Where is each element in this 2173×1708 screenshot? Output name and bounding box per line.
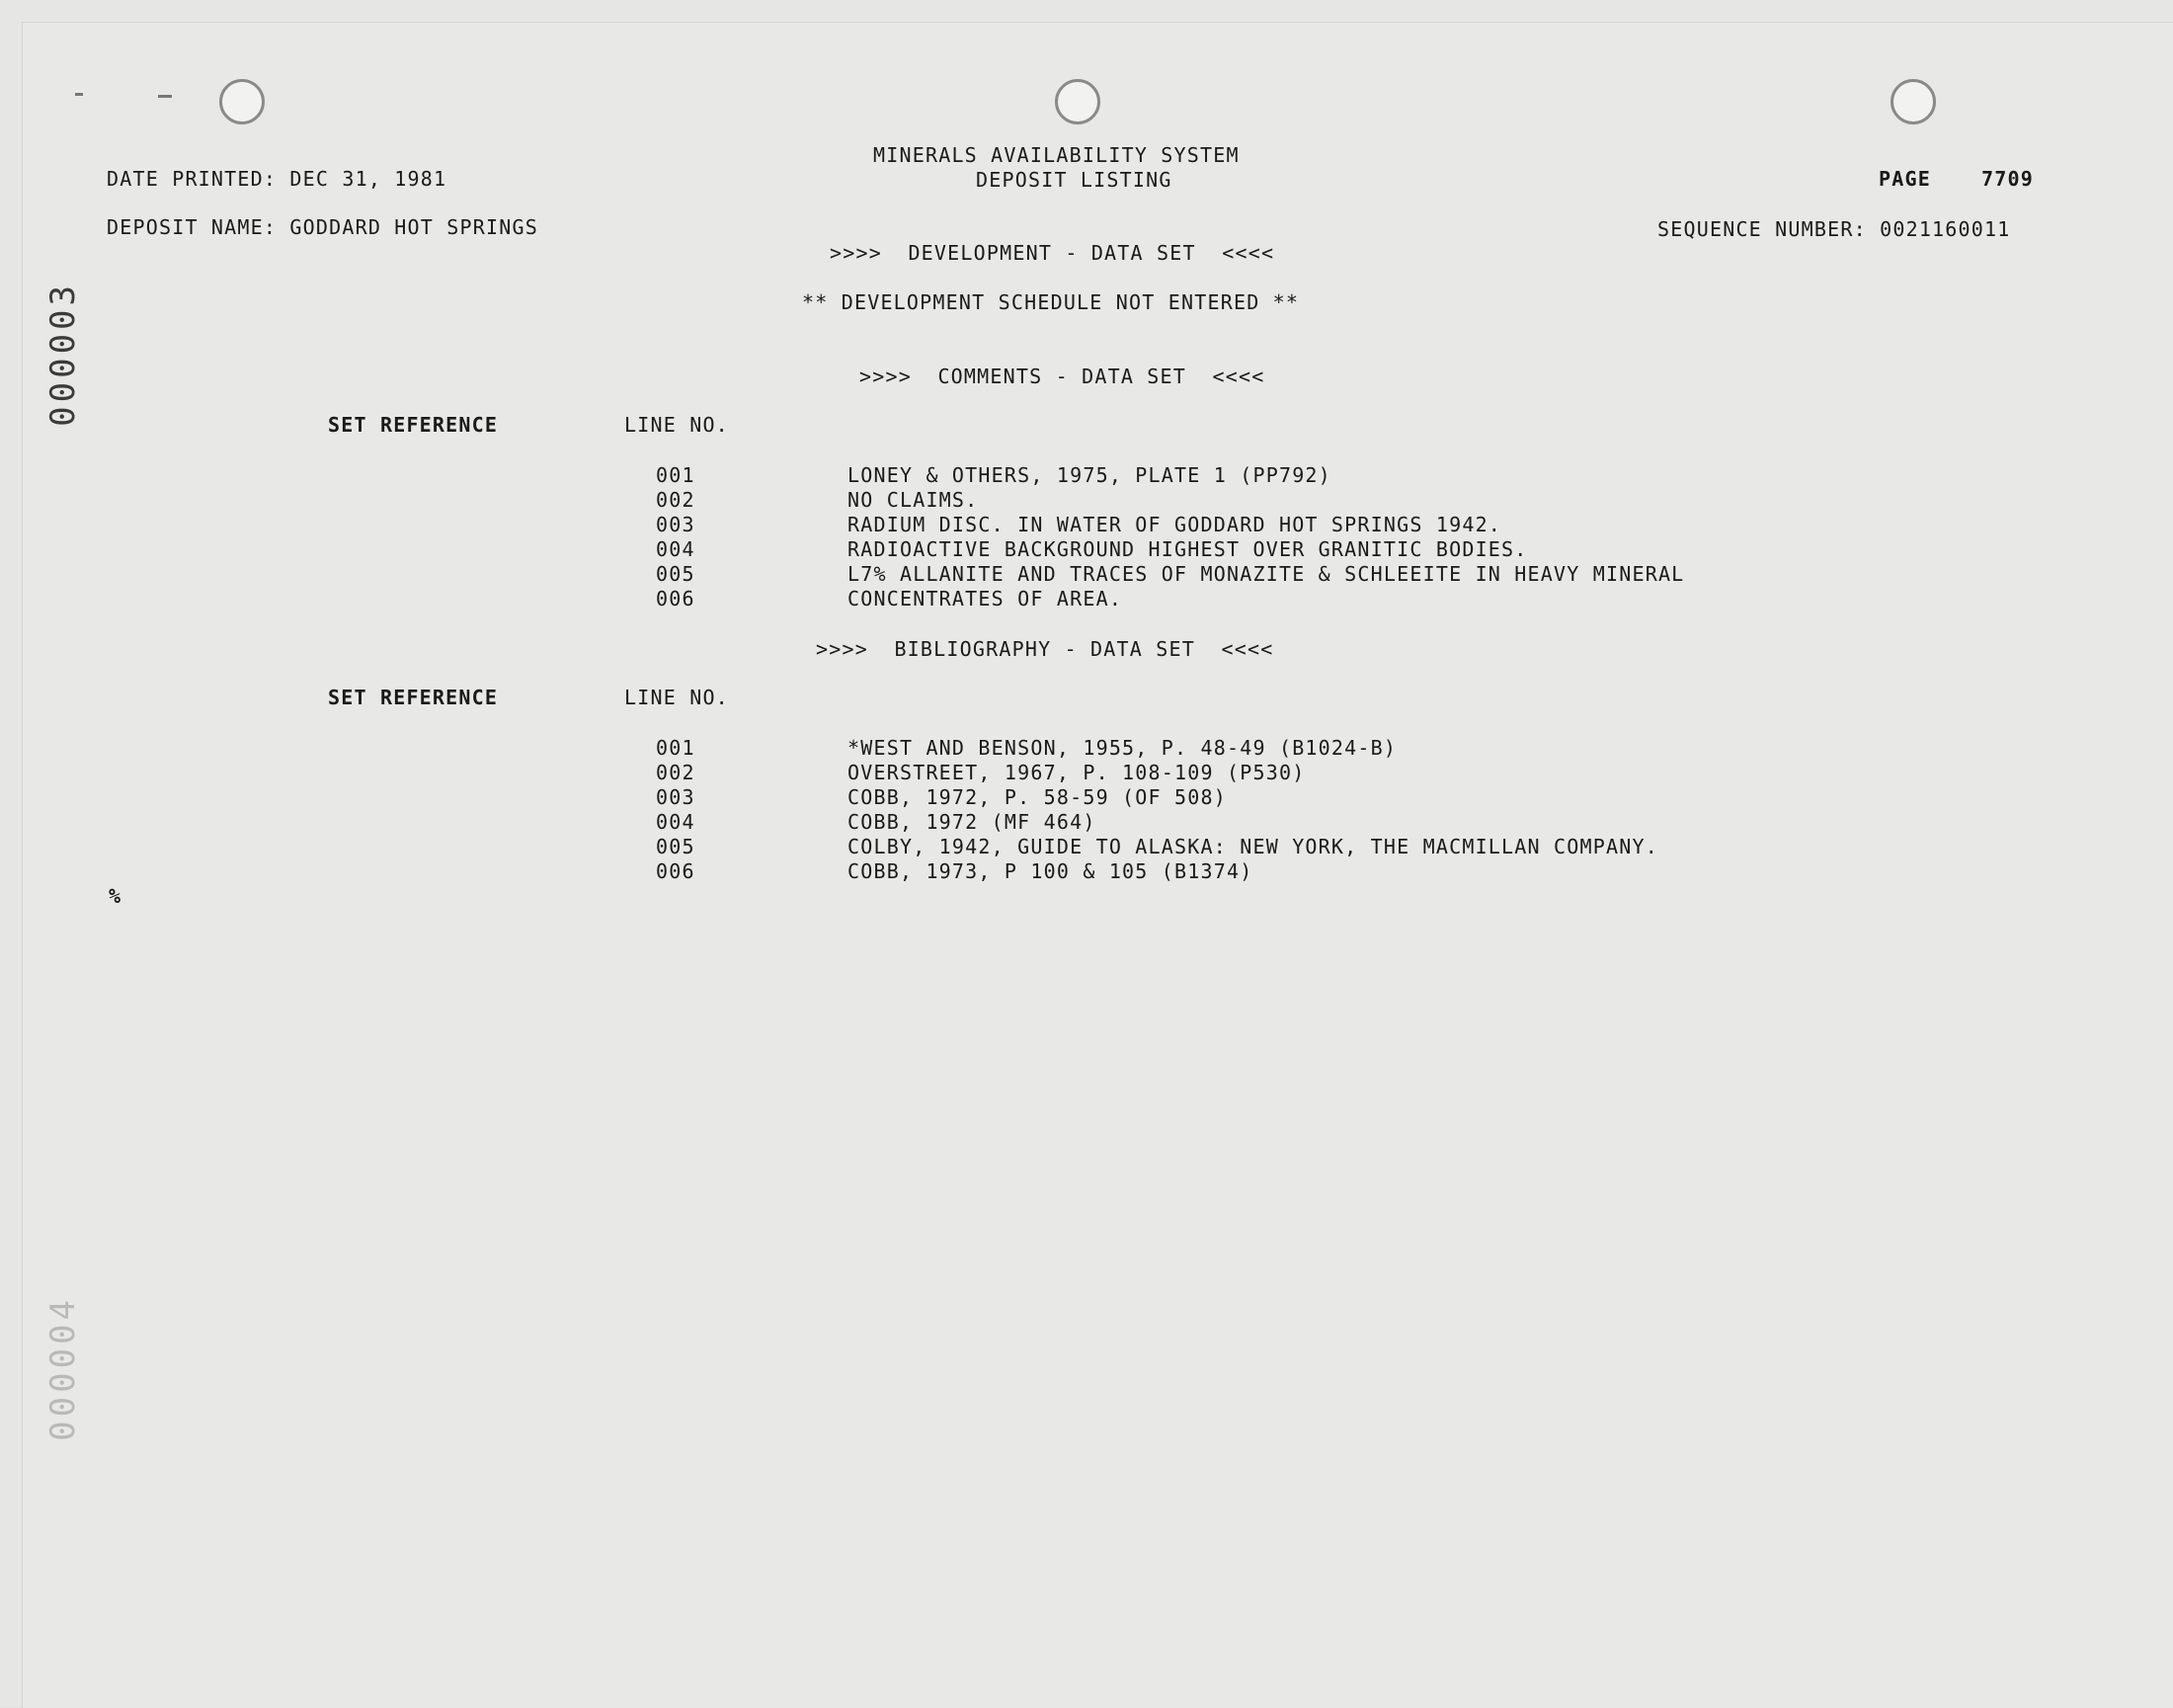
bibliography-line-text: OVERSTREET, 1967, P. 108-109 (P530) [847, 761, 1306, 784]
comments-col-line-no: LINE NO. [624, 413, 729, 437]
side-number-top: 000003 [43, 282, 83, 427]
bibliography-line-text: COBB, 1973, P 100 & 105 (B1374) [847, 859, 1253, 883]
punch-hole-left [219, 79, 265, 124]
development-note: ** DEVELOPMENT SCHEDULE NOT ENTERED ** [802, 290, 1300, 314]
comment-line-text: LONEY & OTHERS, 1975, PLATE 1 (PP792) [847, 463, 1331, 487]
comment-line-no: 003 [656, 513, 695, 536]
bibliography-line-no: 003 [656, 785, 695, 809]
bibliography-line-text: COBB, 1972 (MF 464) [847, 810, 1096, 834]
printer-mark [158, 95, 172, 98]
comments-heading: >>>> COMMENTS - DATA SET <<<< [859, 365, 1265, 388]
bibliography-line-text: *WEST AND BENSON, 1955, P. 48-49 (B1024-B) [847, 736, 1398, 760]
listing-title: DEPOSIT LISTING [976, 168, 1172, 192]
bibliography-col-set-reference: SET REFERENCE [328, 686, 499, 709]
comment-line-text: RADIOACTIVE BACKGROUND HIGHEST OVER GRANITIC BODIES. [847, 537, 1528, 561]
comment-line-text: RADIUM DISC. IN WATER OF GODDARD HOT SPRINGS 1942. [847, 513, 1502, 536]
comment-line-text: CONCENTRATES OF AREA. [847, 587, 1123, 610]
printer-mark [75, 93, 83, 96]
bibliography-line-no: 006 [656, 859, 695, 883]
page-number: 7709 [1981, 167, 2034, 191]
comment-line-no: 006 [656, 587, 695, 610]
development-heading: >>>> DEVELOPMENT - DATA SET <<<< [830, 241, 1275, 265]
bibliography-line-no: 001 [656, 736, 695, 760]
deposit-name: DEPOSIT NAME: GODDARD HOT SPRINGS [107, 215, 538, 239]
date-printed: DATE PRINTED: DEC 31, 1981 [107, 167, 447, 191]
comments-col-set-reference: SET REFERENCE [328, 413, 499, 437]
comment-line-text: L7% ALLANITE AND TRACES OF MONAZITE & SCHLEEITE IN HEAVY MINERAL [847, 562, 1685, 586]
bibliography-heading: >>>> BIBLIOGRAPHY - DATA SET <<<< [816, 637, 1274, 661]
bibliography-line-text: COLBY, 1942, GUIDE TO ALASKA: NEW YORK, THE MACMILLAN COMPANY. [847, 835, 1658, 858]
bibliography-line-no: 005 [656, 835, 695, 858]
bibliography-col-line-no: LINE NO. [624, 686, 729, 709]
end-of-record-mark: % [109, 884, 122, 908]
comment-line-no: 005 [656, 562, 695, 586]
side-number-bottom: 000004 [43, 1296, 83, 1441]
comment-line-no: 002 [656, 488, 695, 512]
bibliography-line-no: 004 [656, 810, 695, 834]
bibliography-line-text: COBB, 1972, P. 58-59 (OF 508) [847, 785, 1227, 809]
punch-hole-right [1891, 79, 1936, 124]
sequence-number: SEQUENCE NUMBER: 0021160011 [1657, 217, 2011, 241]
punch-hole-center [1055, 79, 1100, 124]
system-title: MINERALS AVAILABILITY SYSTEM [873, 143, 1240, 167]
page-label: PAGE [1879, 167, 1931, 191]
bibliography-line-no: 002 [656, 761, 695, 784]
comment-line-no: 004 [656, 537, 695, 561]
comment-line-no: 001 [656, 463, 695, 487]
comment-line-text: NO CLAIMS. [847, 488, 979, 512]
